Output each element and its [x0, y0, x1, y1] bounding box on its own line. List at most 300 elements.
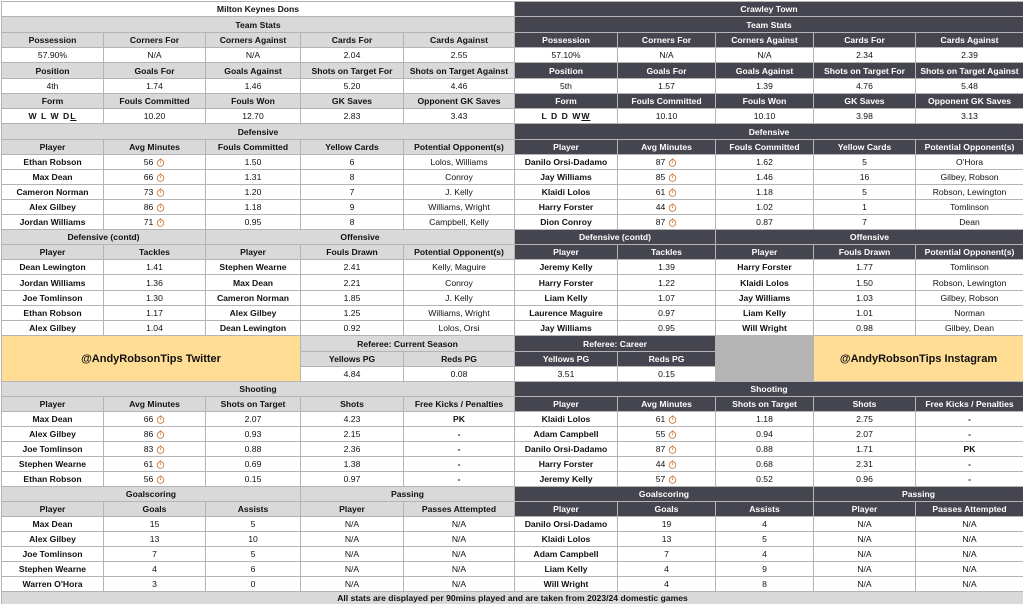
home-shooting-cell: 1.38 — [301, 457, 403, 471]
referee-current-col-header: Yellows PG — [301, 352, 403, 366]
away-defensive-cell: Harry Forster — [515, 200, 617, 214]
home-shooting-cell: - — [404, 427, 514, 441]
home-passing-col-header: Passes Attempted — [404, 502, 514, 516]
stopwatch-icon — [668, 188, 677, 197]
home-defensive-cell: 8 — [301, 170, 403, 184]
home-defensive-cell: 86 — [104, 200, 205, 214]
away-defensive-cell: Gilbey, Robson — [916, 170, 1023, 184]
home-defensive-contd-cell: Dean Lewington — [2, 260, 103, 274]
away-goalscoring-col-header: Player — [515, 502, 617, 516]
away-defensive-contd-cell: Laurence Maguire — [515, 306, 617, 320]
referee-career-value: 3.51 — [515, 367, 617, 381]
home-stat-value — [2, 109, 103, 123]
home-shooting-col-header: Shots on Target — [206, 397, 300, 411]
away-shooting-col-header: Player — [515, 397, 617, 411]
home-goalscoring-cell: 4 — [104, 562, 205, 576]
home-defensive-cell: Max Dean — [2, 170, 103, 184]
home-offensive-col-header: Fouls Drawn — [301, 245, 403, 259]
away-offensive-col-header: Potential Opponent(s) — [916, 245, 1023, 259]
away-stat-label: Opponent GK Saves — [916, 94, 1023, 108]
home-defensive-col-header: Fouls Committed — [206, 140, 300, 154]
home-goalscoring-cell: 5 — [206, 517, 300, 531]
away-defensive-contd-cell: 0.97 — [618, 306, 715, 320]
away-stat-label: Cards Against — [916, 33, 1023, 47]
away-defensive-cell: 85 — [618, 170, 715, 184]
home-stat-label: Cards For — [301, 33, 403, 47]
away-shooting-col-header: Free Kicks / Penalties — [916, 397, 1023, 411]
home-defensive-cell: Cameron Norman — [2, 185, 103, 199]
home-stat-value: 4th — [2, 79, 103, 93]
home-team-stats-header: Team Stats — [2, 17, 514, 32]
away-stat-value: 10.10 — [618, 109, 715, 123]
home-defensive-contd-cell: 1.17 — [104, 306, 205, 320]
home-shooting-cell: PK — [404, 412, 514, 426]
home-stat-value: 3.43 — [404, 109, 514, 123]
home-offensive-title: Offensive — [206, 230, 514, 244]
away-stat-value: 1.39 — [716, 79, 813, 93]
home-defensive-cell: Conroy — [404, 170, 514, 184]
stopwatch-icon — [668, 475, 677, 484]
home-team-name: Milton Keynes Dons — [2, 2, 514, 16]
away-shooting-cell: PK — [916, 442, 1023, 456]
home-offensive-cell: Cameron Norman — [206, 291, 300, 305]
home-stat-value: N/A — [104, 48, 205, 62]
home-stat-label: Fouls Won — [206, 94, 300, 108]
away-shooting-cell: 61 — [618, 412, 715, 426]
away-shooting-cell: Adam Campbell — [515, 427, 617, 441]
home-offensive-cell: Williams, Wright — [404, 306, 514, 320]
home-shooting-cell: Joe Tomlinson — [2, 442, 103, 456]
home-goalscoring-title: Goalscoring — [2, 487, 300, 501]
away-defensive-contd-cell: Harry Forster — [515, 275, 617, 290]
away-stat-label: Cards For — [814, 33, 915, 47]
away-offensive-cell: 0.98 — [814, 321, 915, 335]
away-defensive-cell: 5 — [814, 155, 915, 169]
home-defensive-cell: 56 — [104, 155, 205, 169]
away-passing-cell: N/A — [814, 547, 915, 561]
away-stat-value: N/A — [618, 48, 715, 62]
away-defensive-contd-cell: 1.22 — [618, 275, 715, 290]
home-offensive-cell: Conroy — [404, 275, 514, 290]
away-defensive-title: Defensive — [515, 124, 1023, 139]
away-stat-value: 3.98 — [814, 109, 915, 123]
stopwatch-icon — [156, 445, 165, 454]
referee-current-value: 4.84 — [301, 367, 403, 381]
home-passing-cell: N/A — [301, 577, 403, 591]
home-stat-label: Goals For — [104, 63, 205, 78]
home-defensive-cell: Williams, Wright — [404, 200, 514, 214]
footer-note: All stats are displayed per 90mins played and are taken from 2023/24 domestic games — [2, 592, 1023, 604]
home-stat-value: 1.46 — [206, 79, 300, 93]
home-goalscoring-col-header: Assists — [206, 502, 300, 516]
home-offensive-cell: J. Kelly — [404, 291, 514, 305]
away-shooting-cell: 0.88 — [716, 442, 813, 456]
home-defensive-cell: Lolos, Williams — [404, 155, 514, 169]
home-shooting-cell: 2.36 — [301, 442, 403, 456]
away-defensive-cell: 44 — [618, 200, 715, 214]
away-passing-cell: N/A — [814, 577, 915, 591]
home-stat-label: Cards Against — [404, 33, 514, 47]
away-stat-value: 2.39 — [916, 48, 1023, 62]
away-stat-label: Goals For — [618, 63, 715, 78]
away-passing-cell: N/A — [814, 532, 915, 546]
away-shooting-cell: 1.71 — [814, 442, 915, 456]
home-defensive-contd-col-header: Tackles — [104, 245, 205, 259]
away-defensive-cell: 61 — [618, 185, 715, 199]
away-defensive-cell: 1.18 — [716, 185, 813, 199]
away-goalscoring-col-header: Goals — [618, 502, 715, 516]
referee-career-value: 0.15 — [618, 367, 715, 381]
home-defensive-cell: Alex Gilbey — [2, 200, 103, 214]
home-shooting-col-header: Player — [2, 397, 103, 411]
home-stat-label: Fouls Committed — [104, 94, 205, 108]
referee-current-value: 0.08 — [404, 367, 514, 381]
away-defensive-cell: Klaidi Lolos — [515, 185, 617, 199]
home-passing-cell: N/A — [404, 562, 514, 576]
home-defensive-cell: Ethan Robson — [2, 155, 103, 169]
away-goalscoring-cell: 13 — [618, 532, 715, 546]
home-stat-label: Corners Against — [206, 33, 300, 47]
home-shooting-cell: 0.69 — [206, 457, 300, 471]
away-defensive-cell: Dion Conroy — [515, 215, 617, 229]
away-goalscoring-cell: Will Wright — [515, 577, 617, 591]
home-stat-label: Possession — [2, 33, 103, 47]
stopwatch-icon — [156, 158, 165, 167]
away-goalscoring-title: Goalscoring — [515, 487, 813, 501]
away-offensive-col-header: Fouls Drawn — [814, 245, 915, 259]
away-shooting-cell: 0.96 — [814, 472, 915, 486]
away-defensive-col-header: Potential Opponent(s) — [916, 140, 1023, 154]
away-shooting-cell: 44 — [618, 457, 715, 471]
stopwatch-icon — [156, 430, 165, 439]
home-shooting-col-header: Avg Minutes — [104, 397, 205, 411]
away-stat-value: 5.48 — [916, 79, 1023, 93]
away-passing-title: Passing — [814, 487, 1023, 501]
away-passing-cell: N/A — [916, 547, 1023, 561]
away-stat-label: Goals Against — [716, 63, 813, 78]
away-defensive-cell: Jay Williams — [515, 170, 617, 184]
form-latest: L — [70, 111, 77, 121]
home-stat-value: N/A — [206, 48, 300, 62]
away-defensive-cell: Danilo Orsi-Dadamo — [515, 155, 617, 169]
away-passing-cell: N/A — [814, 562, 915, 576]
away-offensive-cell: 1.50 — [814, 275, 915, 290]
away-defensive-cell: Tomlinson — [916, 200, 1023, 214]
stopwatch-icon — [156, 475, 165, 484]
away-stat-label: Form — [515, 94, 617, 108]
away-passing-col-header: Passes Attempted — [916, 502, 1023, 516]
away-goalscoring-col-header: Assists — [716, 502, 813, 516]
away-defensive-contd-cell: Jay Williams — [515, 321, 617, 335]
referee-current-col-header: Reds PG — [404, 352, 514, 366]
away-stat-value: 57.10% — [515, 48, 617, 62]
away-stat-label: Possession — [515, 33, 617, 47]
home-defensive-cell: 73 — [104, 185, 205, 199]
away-defensive-col-header: Fouls Committed — [716, 140, 813, 154]
away-offensive-cell: Robson, Lewington — [916, 275, 1023, 290]
away-shooting-cell: 57 — [618, 472, 715, 486]
away-shooting-cell: - — [916, 427, 1023, 441]
home-offensive-cell: 1.85 — [301, 291, 403, 305]
away-stat-value: N/A — [716, 48, 813, 62]
home-defensive-cell: J. Kelly — [404, 185, 514, 199]
home-defensive-contd-cell: Joe Tomlinson — [2, 291, 103, 305]
away-offensive-cell: Harry Forster — [716, 260, 813, 274]
home-defensive-cell: 6 — [301, 155, 403, 169]
away-defensive-contd-cell: 0.95 — [618, 321, 715, 335]
home-shooting-cell: Alex Gilbey — [2, 427, 103, 441]
home-goalscoring-cell: Stephen Wearne — [2, 562, 103, 576]
home-defensive-col-header: Avg Minutes — [104, 140, 205, 154]
home-offensive-col-header: Player — [206, 245, 300, 259]
away-stat-value: 3.13 — [916, 109, 1023, 123]
away-offensive-cell: Gilbey, Robson — [916, 291, 1023, 305]
home-defensive-cell: 71 — [104, 215, 205, 229]
away-stat-label: Shots on Target For — [814, 63, 915, 78]
away-defensive-cell: 16 — [814, 170, 915, 184]
away-team-stats-header: Team Stats — [515, 17, 1023, 32]
away-offensive-cell: Gilbey, Dean — [916, 321, 1023, 335]
home-defensive-title: Defensive — [2, 124, 514, 139]
away-defensive-col-header: Avg Minutes — [618, 140, 715, 154]
home-passing-cell: N/A — [404, 517, 514, 531]
away-goalscoring-cell: 4 — [716, 547, 813, 561]
away-shooting-cell: Jeremy Kelly — [515, 472, 617, 486]
away-defensive-contd-col-header: Player — [515, 245, 617, 259]
home-goalscoring-cell: Joe Tomlinson — [2, 547, 103, 561]
away-stat-label: Corners Against — [716, 33, 813, 47]
home-defensive-cell: 1.18 — [206, 200, 300, 214]
away-defensive-cell: 87 — [618, 215, 715, 229]
form-recent: W L W D — [28, 111, 71, 121]
away-shooting-cell: Harry Forster — [515, 457, 617, 471]
home-defensive-contd-cell: 1.36 — [104, 275, 205, 290]
away-stat-value: 1.57 — [618, 79, 715, 93]
home-offensive-cell: Dean Lewington — [206, 321, 300, 335]
home-shooting-cell: 56 — [104, 472, 205, 486]
home-defensive-contd-cell: Jordan Williams — [2, 275, 103, 290]
away-shooting-cell: 2.75 — [814, 412, 915, 426]
home-stat-label: GK Saves — [301, 94, 403, 108]
away-stat-value: 10.10 — [716, 109, 813, 123]
home-stat-value: 2.55 — [404, 48, 514, 62]
away-shooting-cell: 0.52 — [716, 472, 813, 486]
home-offensive-col-header: Potential Opponent(s) — [404, 245, 514, 259]
home-stat-value: 2.04 — [301, 48, 403, 62]
stopwatch-icon — [156, 188, 165, 197]
away-defensive-contd-cell: Liam Kelly — [515, 291, 617, 305]
home-shooting-cell: Ethan Robson — [2, 472, 103, 486]
home-defensive-cell: 1.31 — [206, 170, 300, 184]
away-offensive-cell: 1.03 — [814, 291, 915, 305]
away-goalscoring-cell: Liam Kelly — [515, 562, 617, 576]
home-stat-label: Form — [2, 94, 103, 108]
stopwatch-icon — [156, 203, 165, 212]
home-passing-col-header: Player — [301, 502, 403, 516]
away-offensive-cell: Jay Williams — [716, 291, 813, 305]
away-shooting-col-header: Shots on Target — [716, 397, 813, 411]
home-stat-label: Opponent GK Saves — [404, 94, 514, 108]
home-offensive-cell: Lolos, Orsi — [404, 321, 514, 335]
away-goalscoring-cell: 8 — [716, 577, 813, 591]
home-passing-cell: N/A — [301, 532, 403, 546]
away-shooting-cell: 87 — [618, 442, 715, 456]
away-shooting-cell: - — [916, 412, 1023, 426]
home-shooting-cell: 66 — [104, 412, 205, 426]
home-passing-cell: N/A — [404, 577, 514, 591]
away-goalscoring-cell: 4 — [716, 517, 813, 531]
away-offensive-title: Offensive — [716, 230, 1023, 244]
home-offensive-cell: 2.41 — [301, 260, 403, 274]
home-shooting-col-header: Free Kicks / Penalties — [404, 397, 514, 411]
away-stat-label: Corners For — [618, 33, 715, 47]
away-goalscoring-cell: 9 — [716, 562, 813, 576]
home-defensive-cell: Jordan Williams — [2, 215, 103, 229]
home-shooting-title: Shooting — [2, 382, 514, 396]
home-goalscoring-cell: 13 — [104, 532, 205, 546]
away-goalscoring-cell: 4 — [618, 562, 715, 576]
stopwatch-icon — [668, 203, 677, 212]
form-recent: L D D W — [541, 111, 582, 121]
away-offensive-cell: Will Wright — [716, 321, 813, 335]
twitter-promo: @AndyRobsonTips Twitter — [2, 336, 300, 381]
away-offensive-cell: Norman — [916, 306, 1023, 320]
stopwatch-icon — [668, 460, 677, 469]
home-passing-cell: N/A — [301, 547, 403, 561]
home-shooting-cell: - — [404, 457, 514, 471]
home-stat-value: 1.74 — [104, 79, 205, 93]
stats-sheet — [1, 1, 1023, 604]
home-offensive-cell: 0.92 — [301, 321, 403, 335]
away-offensive-cell: Tomlinson — [916, 260, 1023, 274]
home-goalscoring-cell: Max Dean — [2, 517, 103, 531]
home-defensive-col-header: Player — [2, 140, 103, 154]
away-stat-label: Shots on Target Against — [916, 63, 1023, 78]
home-goalscoring-cell: Warren O'Hora — [2, 577, 103, 591]
home-goalscoring-col-header: Player — [2, 502, 103, 516]
home-defensive-cell: 1.20 — [206, 185, 300, 199]
home-shooting-cell: Max Dean — [2, 412, 103, 426]
away-shooting-cell: 0.94 — [716, 427, 813, 441]
stopwatch-icon — [668, 158, 677, 167]
away-shooting-title: Shooting — [515, 382, 1023, 396]
away-goalscoring-cell: Danilo Orsi-Dadamo — [515, 517, 617, 531]
home-defensive-cell: 8 — [301, 215, 403, 229]
home-defensive-contd-cell: 1.41 — [104, 260, 205, 274]
away-passing-cell: N/A — [916, 532, 1023, 546]
away-goalscoring-cell: Adam Campbell — [515, 547, 617, 561]
away-passing-col-header: Player — [814, 502, 915, 516]
away-defensive-cell: Dean — [916, 215, 1023, 229]
referee-career-col-header: Reds PG — [618, 352, 715, 366]
home-passing-title: Passing — [301, 487, 514, 501]
away-defensive-contd-cell: Jeremy Kelly — [515, 260, 617, 274]
away-stat-value: 5th — [515, 79, 617, 93]
home-goalscoring-cell: Alex Gilbey — [2, 532, 103, 546]
home-defensive-cell: 0.95 — [206, 215, 300, 229]
home-shooting-cell: Stephen Wearne — [2, 457, 103, 471]
away-offensive-cell: Liam Kelly — [716, 306, 813, 320]
home-stat-value: 12.70 — [206, 109, 300, 123]
stopwatch-icon — [668, 218, 677, 227]
away-offensive-cell: 1.77 — [814, 260, 915, 274]
home-offensive-cell: Alex Gilbey — [206, 306, 300, 320]
home-shooting-cell: 0.93 — [206, 427, 300, 441]
home-stat-value: 10.20 — [104, 109, 205, 123]
home-passing-cell: N/A — [404, 547, 514, 561]
home-shooting-col-header: Shots — [301, 397, 403, 411]
away-passing-cell: N/A — [814, 517, 915, 531]
away-stat-label: Fouls Won — [716, 94, 813, 108]
home-stat-label: Goals Against — [206, 63, 300, 78]
home-stat-label: Shots on Target For — [301, 63, 403, 78]
away-shooting-cell: Klaidi Lolos — [515, 412, 617, 426]
away-stat-value — [515, 109, 617, 123]
home-stat-value: 57.90% — [2, 48, 103, 62]
away-offensive-cell: Klaidi Lolos — [716, 275, 813, 290]
home-offensive-cell: Max Dean — [206, 275, 300, 290]
away-defensive-cell: 1.62 — [716, 155, 813, 169]
home-shooting-cell: 83 — [104, 442, 205, 456]
home-passing-cell: N/A — [301, 517, 403, 531]
away-defensive-cell: 1.46 — [716, 170, 813, 184]
home-defensive-cell: 9 — [301, 200, 403, 214]
away-shooting-cell: Danilo Orsi-Dadamo — [515, 442, 617, 456]
home-shooting-cell: - — [404, 472, 514, 486]
home-offensive-cell: 1.25 — [301, 306, 403, 320]
home-goalscoring-cell: 0 — [206, 577, 300, 591]
away-shooting-cell: 1.18 — [716, 412, 813, 426]
stopwatch-icon — [668, 173, 677, 182]
away-shooting-cell: - — [916, 472, 1023, 486]
home-defensive-contd-title: Defensive (contd) — [2, 230, 205, 244]
home-shooting-cell: 86 — [104, 427, 205, 441]
home-defensive-col-header: Yellow Cards — [301, 140, 403, 154]
away-passing-cell: N/A — [916, 577, 1023, 591]
away-defensive-cell: Robson, Lewington — [916, 185, 1023, 199]
home-goalscoring-cell: 6 — [206, 562, 300, 576]
away-offensive-cell: 1.01 — [814, 306, 915, 320]
stopwatch-icon — [668, 445, 677, 454]
away-team-name: Crawley Town — [515, 2, 1023, 16]
away-passing-cell: N/A — [916, 562, 1023, 576]
referee-career-title: Referee: Career — [515, 336, 715, 351]
home-offensive-cell: Stephen Wearne — [206, 260, 300, 274]
away-shooting-cell: - — [916, 457, 1023, 471]
instagram-promo: @AndyRobsonTips Instagram — [814, 336, 1023, 381]
home-defensive-contd-cell: Ethan Robson — [2, 306, 103, 320]
home-shooting-cell: 0.88 — [206, 442, 300, 456]
home-shooting-cell: 0.15 — [206, 472, 300, 486]
home-stat-label: Corners For — [104, 33, 205, 47]
home-stat-value: 2.83 — [301, 109, 403, 123]
away-defensive-col-header: Player — [515, 140, 617, 154]
away-stat-label: Position — [515, 63, 617, 78]
home-offensive-cell: 2.21 — [301, 275, 403, 290]
away-shooting-cell: 2.07 — [814, 427, 915, 441]
away-stat-label: GK Saves — [814, 94, 915, 108]
away-shooting-col-header: Avg Minutes — [618, 397, 715, 411]
home-goalscoring-cell: 5 — [206, 547, 300, 561]
home-stat-label: Position — [2, 63, 103, 78]
away-goalscoring-cell: 4 — [618, 577, 715, 591]
away-stat-value: 4.76 — [814, 79, 915, 93]
home-defensive-contd-cell: Alex Gilbey — [2, 321, 103, 335]
home-defensive-contd-cell: 1.04 — [104, 321, 205, 335]
home-defensive-cell: 1.50 — [206, 155, 300, 169]
away-shooting-col-header: Shots — [814, 397, 915, 411]
stopwatch-icon — [156, 173, 165, 182]
